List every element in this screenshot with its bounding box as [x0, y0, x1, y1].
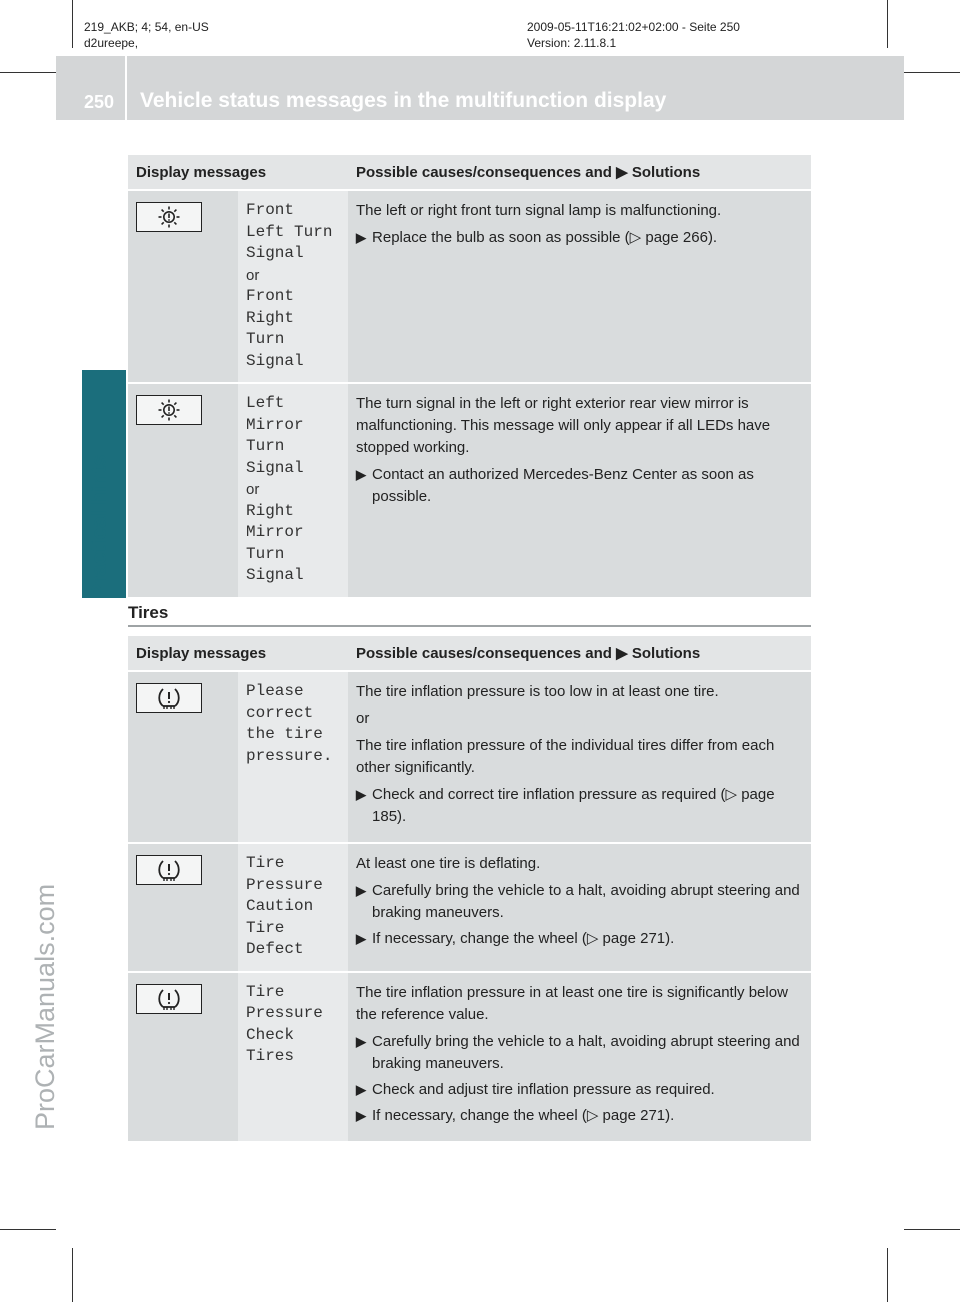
message-line: Caution	[246, 897, 314, 915]
watermark-text: ProCarManuals.com	[30, 883, 60, 1130]
tire-pressure-warning-icon	[136, 855, 202, 885]
page-header	[56, 56, 904, 120]
bulb-warning-icon	[136, 202, 202, 232]
message-line: Left Turn	[246, 222, 333, 241]
message-line: Front	[246, 287, 295, 305]
solution-step	[356, 784, 803, 828]
column-header-display-messages: Display messages	[128, 155, 348, 190]
icon-cell	[128, 671, 238, 843]
message-line: Pressure	[246, 875, 323, 894]
step-text: Contact an authorized Mercedes-Benz Center as soon as possible.	[372, 466, 754, 505]
bulb-warning-icon	[136, 395, 202, 425]
display-message-cell	[238, 843, 348, 972]
header-divider	[125, 56, 127, 120]
icon-cell	[128, 190, 238, 383]
message-line: Signal	[246, 458, 304, 477]
crop-mark	[0, 72, 56, 73]
table-row	[128, 383, 811, 598]
table-header-row	[128, 155, 811, 190]
message-line: Mirror	[246, 523, 304, 541]
cause-text: The tire inflation pressure is too low in at least one tire.	[356, 683, 719, 700]
solution-step	[356, 1105, 803, 1127]
arrow-icon: ▶	[616, 645, 628, 662]
message-line: Tires	[246, 1047, 295, 1065]
message-line: Turn	[246, 544, 285, 563]
print-version: Version: 2.11.8.1	[527, 36, 617, 50]
message-line: Defect	[246, 940, 304, 958]
section-heading-tires: Tires	[128, 603, 169, 622]
or-text: or	[246, 481, 260, 498]
step-text: If necessary, change the wheel (▷ page 271).	[372, 1106, 675, 1124]
page-number: 250	[84, 92, 115, 112]
crop-mark	[72, 0, 73, 48]
print-doc-id: 219_AKB; 4; 54, en-US	[84, 20, 209, 34]
arrow-icon: ▶	[356, 230, 367, 245]
cause-text: The left or right front turn signal lamp is malfunctioning.	[356, 202, 722, 219]
crop-mark	[887, 0, 888, 48]
solution-step	[356, 1031, 803, 1075]
print-author: d2ureepe,	[84, 36, 139, 50]
solution-step	[356, 928, 803, 950]
or-text: or	[356, 710, 370, 727]
tire-pressure-warning-icon	[136, 984, 202, 1014]
solutions-word: Solutions	[627, 645, 701, 662]
crop-mark	[904, 72, 960, 73]
icon-cell	[128, 383, 238, 598]
display-message-cell	[238, 383, 348, 598]
message-line: Tire	[246, 854, 285, 872]
message-line: Pressure	[246, 1004, 323, 1022]
step-text: Check and correct tire inflation pressure as required (▷ page 185).	[372, 786, 775, 825]
icon-cell	[128, 972, 238, 1142]
display-message-cell	[238, 972, 348, 1142]
cause-text: At least one tire is deflating.	[356, 855, 541, 872]
solution-step	[356, 464, 803, 508]
message-line: Tire	[246, 982, 285, 1001]
step-text: Replace the bulb as soon as possible (▷ page 266).	[372, 229, 718, 246]
cause-text: The turn signal in the left or right exterior rear view mirror is malfunctioning. This message will only appear if all LEDs have stopped working.	[356, 395, 771, 456]
table-row	[128, 671, 811, 843]
lamp-messages-table	[128, 155, 811, 599]
solution-cell	[348, 383, 811, 598]
display-message-cell	[238, 671, 348, 843]
solution-cell	[348, 972, 811, 1142]
arrow-icon: ▶	[356, 1107, 367, 1123]
message-line: Turn	[246, 330, 285, 348]
table-row	[128, 190, 811, 383]
arrow-icon: ▶	[356, 787, 367, 802]
section-rule	[128, 625, 811, 627]
solution-cell	[348, 843, 811, 972]
arrow-icon: ▶	[356, 883, 367, 898]
icon-cell	[128, 843, 238, 972]
arrow-icon: ▶	[356, 1033, 367, 1049]
section-tab-label: Practical hints	[88, 454, 111, 598]
step-text: Check and adjust tire inflation pressure as required.	[372, 1080, 715, 1098]
or-text: or	[246, 266, 260, 284]
table-header-row	[128, 636, 811, 671]
tire-messages-table	[128, 636, 811, 1143]
solutions-word: Solutions	[627, 164, 701, 181]
message-line: Right	[246, 501, 295, 520]
message-line: Left	[246, 394, 285, 412]
page-title: Vehicle status messages in the multifunction display	[140, 89, 667, 112]
message-line: Right	[246, 308, 295, 327]
message-line: Please	[246, 682, 304, 700]
crop-mark	[0, 1229, 56, 1230]
arrow-icon: ▶	[356, 1081, 367, 1097]
column-header-solutions	[348, 155, 811, 190]
solution-step	[356, 880, 803, 924]
message-line: Turn	[246, 437, 285, 455]
table-row	[128, 843, 811, 972]
solution-cell	[348, 190, 811, 383]
column-header-solutions-label: Possible causes/consequences and	[356, 164, 617, 181]
column-header-solutions-label: Possible causes/consequences and	[356, 645, 617, 662]
column-header-display-messages: Display messages	[128, 636, 348, 671]
step-text: Carefully bring the vehicle to a halt, avoiding abrupt steering and braking maneuvers.	[372, 882, 800, 921]
crop-mark	[887, 1248, 888, 1302]
message-line: Signal	[246, 351, 304, 370]
step-text: If necessary, change the wheel (▷ page 271).	[372, 930, 675, 947]
message-line: pressure.	[246, 746, 333, 765]
message-line: Tire	[246, 918, 285, 937]
tire-pressure-warning-icon	[136, 683, 202, 713]
solution-step	[356, 1079, 803, 1101]
column-header-solutions	[348, 636, 811, 671]
crop-mark	[904, 1229, 960, 1230]
message-line: Front	[246, 201, 295, 219]
arrow-icon: ▶	[616, 164, 628, 181]
message-line: Signal	[246, 244, 304, 262]
solution-cell	[348, 671, 811, 843]
display-message-cell	[238, 190, 348, 383]
arrow-icon: ▶	[356, 467, 367, 482]
message-line: Signal	[246, 566, 304, 584]
step-text: Carefully bring the vehicle to a halt, avoiding abrupt steering and braking maneuvers.	[372, 1032, 800, 1072]
solution-step	[356, 227, 803, 249]
arrow-icon: ▶	[356, 931, 367, 946]
table-row	[128, 972, 811, 1142]
cause-text: The tire inflation pressure of the individual tires differ from each other significantly.	[356, 737, 775, 776]
message-line: correct	[246, 703, 314, 722]
message-line: Check	[246, 1025, 295, 1044]
message-line: Mirror	[246, 415, 304, 434]
message-line: the tire	[246, 725, 323, 743]
print-timestamp: 2009-05-11T16:21:02+02:00 - Seite 250	[527, 20, 740, 34]
cause-text: The tire inflation pressure in at least one tire is significantly below the reference value.	[356, 983, 788, 1023]
crop-mark	[72, 1248, 73, 1302]
